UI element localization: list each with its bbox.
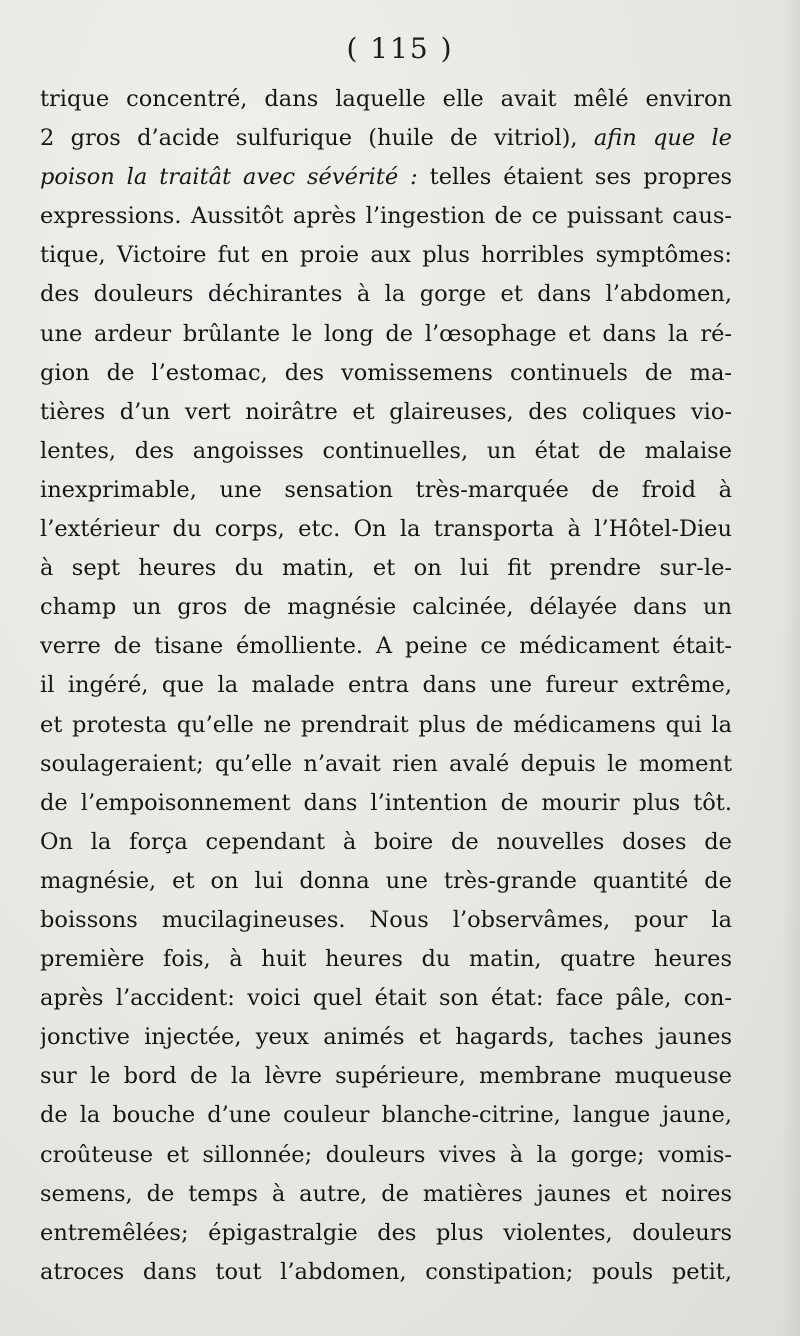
- text-span: de la bouche d’une couleur blanche-citrine, langue jaune,: [40, 1102, 732, 1129]
- page-number: ( 115 ): [346, 32, 454, 65]
- text-span: semens, de temps à autre, de matières jaunes et noires: [40, 1180, 732, 1207]
- text-line: [40, 784, 732, 823]
- text-line: [40, 315, 732, 354]
- text-span: après l’accident: voici quel était son état: face pâle, con-: [40, 985, 732, 1012]
- text-line: [40, 627, 732, 666]
- text-line: [40, 158, 732, 197]
- text-span: l’extérieur du corps, etc. On la transporta à l’Hôtel-Dieu: [40, 516, 732, 543]
- italic-span: poison la traitât avec sévérité :: [40, 164, 418, 191]
- text-line: [40, 510, 732, 549]
- text-span: trique concentré, dans laquelle elle avait mêlé environ: [40, 86, 732, 112]
- text-span: tique, Victoire fut en proie aux plus horribles symptômes:: [40, 242, 732, 269]
- text-span: il ingéré, que la malade entra dans une fureur extrême,: [40, 672, 732, 699]
- text-span: à sept heures du matin, et on lui fit prendre sur-le-: [40, 555, 732, 582]
- page-edge-shadow: [782, 0, 800, 1336]
- text-line: [40, 1018, 732, 1057]
- text-line: [40, 1136, 732, 1175]
- text-span: 2 gros d’acide sulfurique (huile de vitriol),: [40, 125, 594, 152]
- italic-span: afin que le: [593, 125, 732, 152]
- text-span: de l’empoisonnement dans l’intention de mourir plus tôt.: [40, 789, 732, 816]
- text-line: [40, 236, 732, 275]
- text-line: [40, 823, 732, 862]
- body-text: [40, 80, 732, 1292]
- text-span: entremêlées; épigastralgie des plus violentes, douleurs: [40, 1219, 732, 1246]
- text-line: [40, 432, 732, 471]
- text-line: [40, 197, 732, 236]
- text-span: lentes, des angoisses continuelles, un état de malaise: [40, 437, 732, 464]
- text-span: tières d’un vert noirâtre et glaireuses, des coliques vio-: [40, 398, 732, 425]
- text-line: [40, 588, 732, 627]
- text-line: [40, 393, 732, 432]
- text-span: jonctive injectée, yeux animés et hagards, taches jaunes: [40, 1024, 732, 1051]
- text-line: [40, 901, 732, 940]
- text-span: soulageraient; qu’elle n’avait rien avalé depuis le moment: [40, 750, 732, 777]
- text-line: [40, 706, 732, 745]
- text-line: [40, 1253, 732, 1292]
- text-line: [40, 471, 732, 510]
- text-line: [40, 1214, 732, 1253]
- text-line: [40, 940, 732, 979]
- text-line: [40, 862, 732, 901]
- text-span: sur le bord de la lèvre supérieure, membrane muqueuse: [40, 1063, 732, 1090]
- text-span: et protesta qu’elle ne prendrait plus de médicamens qui la: [40, 711, 732, 738]
- text-span: inexprimable, une sensation très-marquée de froid à: [40, 476, 732, 503]
- text-line: [40, 549, 732, 588]
- text-span: verre de tisane émolliente. A peine ce médicament était-: [40, 633, 732, 660]
- text-line: [40, 119, 732, 158]
- text-line: [40, 979, 732, 1018]
- text-span: première fois, à huit heures du matin, quatre heures: [40, 946, 732, 973]
- text-span: atroces dans tout l’abdomen, constipation; pouls petit,: [40, 1258, 732, 1285]
- text-line: [40, 1096, 732, 1135]
- text-line: [40, 1057, 732, 1096]
- text-line: [40, 354, 732, 393]
- text-span: une ardeur brûlante le long de l’œsophage et dans la ré-: [40, 320, 732, 347]
- text-span: On la força cependant à boire de nouvelles doses de: [40, 828, 732, 855]
- text-span: telles étaient ses propres: [417, 164, 732, 191]
- text-line: [40, 275, 732, 314]
- text-span: des douleurs déchirantes à la gorge et dans l’abdomen,: [40, 281, 732, 308]
- text-span: champ un gros de magnésie calcinée, délayée dans un: [40, 594, 732, 621]
- text-line: [40, 745, 732, 784]
- text-span: croûteuse et sillonnée; douleurs vives à la gorge; vomis-: [40, 1141, 732, 1168]
- text-span: expressions. Aussitôt après l’ingestion de ce puissant caus-: [40, 203, 732, 230]
- text-span: gion de l’estomac, des vomissemens continuels de ma-: [40, 359, 732, 386]
- text-line: [40, 80, 732, 119]
- text-span: boissons mucilagineuses. Nous l’observâmes, pour la: [40, 906, 732, 933]
- text-span: magnésie, et on lui donna une très-grande quantité de: [40, 867, 732, 894]
- text-line: [40, 666, 732, 705]
- text-line: [40, 1175, 732, 1214]
